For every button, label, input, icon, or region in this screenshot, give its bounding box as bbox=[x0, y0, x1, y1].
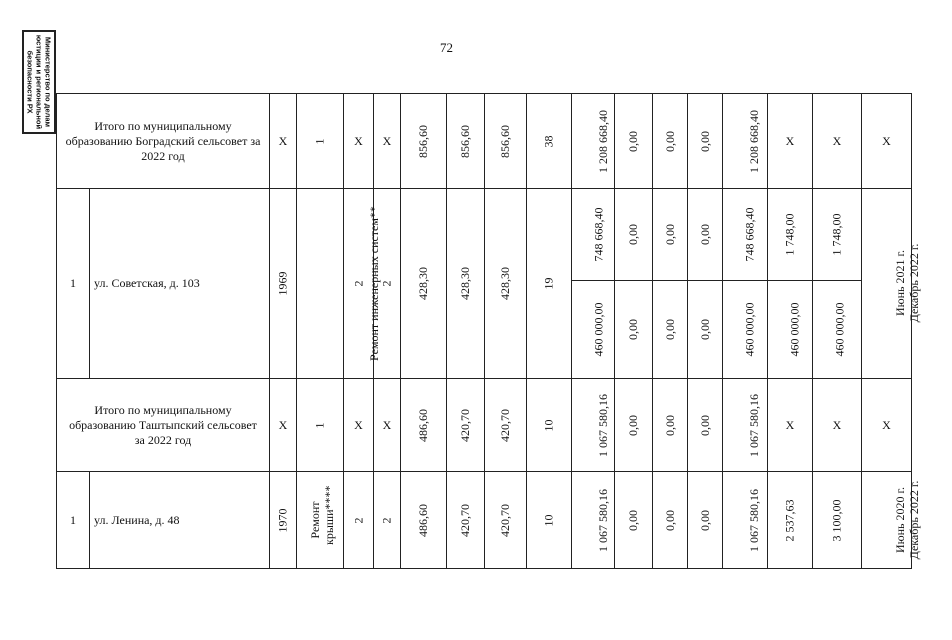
entrances-cell: 2 bbox=[374, 189, 401, 379]
residents-cell: 10 bbox=[527, 379, 572, 472]
area-total-cell: 428,30 bbox=[401, 189, 447, 379]
entrances-cell: 2 bbox=[374, 472, 401, 569]
period-start: Июнь 2020 г. bbox=[893, 486, 907, 553]
budget-rep-cell: 0,00 bbox=[653, 472, 688, 569]
table-row-house bbox=[57, 472, 912, 569]
limit-cost-cell: Х bbox=[813, 94, 862, 189]
limit-cost-cell: Х bbox=[813, 379, 862, 472]
area-private-cell: 420,70 bbox=[485, 472, 527, 569]
budget-mun-cell: 0,00 bbox=[688, 281, 723, 379]
fund-cell: 0,00 bbox=[615, 281, 653, 379]
residents-cell: 19 bbox=[527, 189, 572, 379]
owners-cell: 1 208 668,40 bbox=[723, 94, 768, 189]
budget-rep-cell: 0,00 bbox=[653, 379, 688, 472]
unit-cost-cell: 460 000,00 bbox=[768, 281, 813, 379]
area-living-cell: 856,60 bbox=[447, 94, 485, 189]
budget-mun-cell: 0,00 bbox=[688, 94, 723, 189]
budget-rep-cell: 0,00 bbox=[653, 189, 688, 281]
period-cell bbox=[862, 189, 921, 379]
area-living-cell: 428,30 bbox=[447, 189, 485, 379]
floors-cell: 2 bbox=[344, 189, 374, 379]
floors-cell: 2 bbox=[344, 472, 374, 569]
budget-mun-cell: 0,00 bbox=[688, 379, 723, 472]
area-total-cell: 486,60 bbox=[401, 379, 447, 472]
entrances-cell: Х bbox=[374, 379, 401, 472]
entrances-cell: Х bbox=[374, 94, 401, 189]
period-start: Июнь 2021 г. bbox=[893, 249, 907, 317]
area-living-cell: 420,70 bbox=[447, 472, 485, 569]
owners-cell: 748 668,40 bbox=[723, 189, 768, 281]
work-type-cell: Ремонт крыши**** bbox=[297, 472, 344, 569]
budget-rep-cell: 0,00 bbox=[653, 94, 688, 189]
stamp-text: Министерство по делам юстиции и региональной безопасности РХ bbox=[25, 34, 53, 130]
period-cell bbox=[862, 472, 921, 569]
period-end: Декабрь 2022 г. bbox=[907, 480, 921, 559]
area-total-cell: 856,60 bbox=[401, 94, 447, 189]
area-total-cell: 486,60 bbox=[401, 472, 447, 569]
table-row-house bbox=[57, 189, 912, 281]
row-number-cell: 1 bbox=[57, 472, 90, 569]
unit-cost-cell: 1 748,00 bbox=[768, 189, 813, 281]
row-number-cell: 1 bbox=[57, 189, 90, 379]
year-cell: 1970 bbox=[270, 472, 297, 569]
limit-cost-cell: 1 748,00 bbox=[813, 189, 862, 281]
floors-cell: Х bbox=[344, 379, 374, 472]
period-cell: Х bbox=[862, 379, 912, 472]
residents-cell: 10 bbox=[527, 472, 572, 569]
residents-cell: 38 bbox=[527, 94, 572, 189]
address-cell: ул. Ленина, д. 48 bbox=[90, 472, 270, 569]
budget-mun-cell: 0,00 bbox=[688, 189, 723, 281]
work-type-cell: Ремонт инженерных систем** bbox=[297, 189, 344, 379]
owners-cell: 1 067 580,16 bbox=[723, 472, 768, 569]
unit-cost-cell: Х bbox=[768, 379, 813, 472]
budget-rep-cell: 0,00 bbox=[653, 281, 688, 379]
table-row-total bbox=[57, 94, 912, 189]
area-private-cell: 856,60 bbox=[485, 94, 527, 189]
unit-cost-cell: Х bbox=[768, 94, 813, 189]
work-type-cell: 1 bbox=[297, 379, 344, 472]
ministry-stamp bbox=[22, 30, 56, 134]
area-private-cell: 428,30 bbox=[485, 189, 527, 379]
fund-cell: 0,00 bbox=[615, 472, 653, 569]
cost-total-cell: 460 000,00 bbox=[572, 281, 615, 379]
year-cell: Х bbox=[270, 94, 297, 189]
cost-total-cell: 1 067 580,16 bbox=[572, 472, 615, 569]
address-cell: ул. Советская, д. 103 bbox=[90, 189, 270, 379]
year-cell: Х bbox=[270, 379, 297, 472]
cost-total-cell: 1 208 668,40 bbox=[572, 94, 615, 189]
work-type-cell: 1 bbox=[297, 94, 344, 189]
page-number: 72 bbox=[440, 40, 453, 55]
limit-cost-cell: 3 100,00 bbox=[813, 472, 862, 569]
total-label: Итого по муниципальному образованию Таштыпский сельсовет за 2022 год bbox=[57, 379, 270, 472]
fund-cell: 0,00 bbox=[615, 94, 653, 189]
table-row-total bbox=[57, 379, 912, 472]
total-label: Итого по муниципальному образованию Боградский сельсовет за 2022 год bbox=[57, 94, 270, 189]
area-private-cell: 420,70 bbox=[485, 379, 527, 472]
budget-mun-cell: 0,00 bbox=[688, 472, 723, 569]
owners-cell: 1 067 580,16 bbox=[723, 379, 768, 472]
period-end: Декабрь 2022 г. bbox=[907, 243, 921, 323]
fund-cell: 0,00 bbox=[615, 189, 653, 281]
limit-cost-cell: 460 000,00 bbox=[813, 281, 862, 379]
year-cell: 1969 bbox=[270, 189, 297, 379]
area-living-cell: 420,70 bbox=[447, 379, 485, 472]
cost-total-cell: 1 067 580,16 bbox=[572, 379, 615, 472]
capital-repair-table bbox=[56, 93, 921, 569]
fund-cell: 0,00 bbox=[615, 379, 653, 472]
cost-total-cell: 748 668,40 bbox=[572, 189, 615, 281]
period-cell: Х bbox=[862, 94, 912, 189]
unit-cost-cell: 2 537,63 bbox=[768, 472, 813, 569]
owners-cell: 460 000,00 bbox=[723, 281, 768, 379]
floors-cell: Х bbox=[344, 94, 374, 189]
